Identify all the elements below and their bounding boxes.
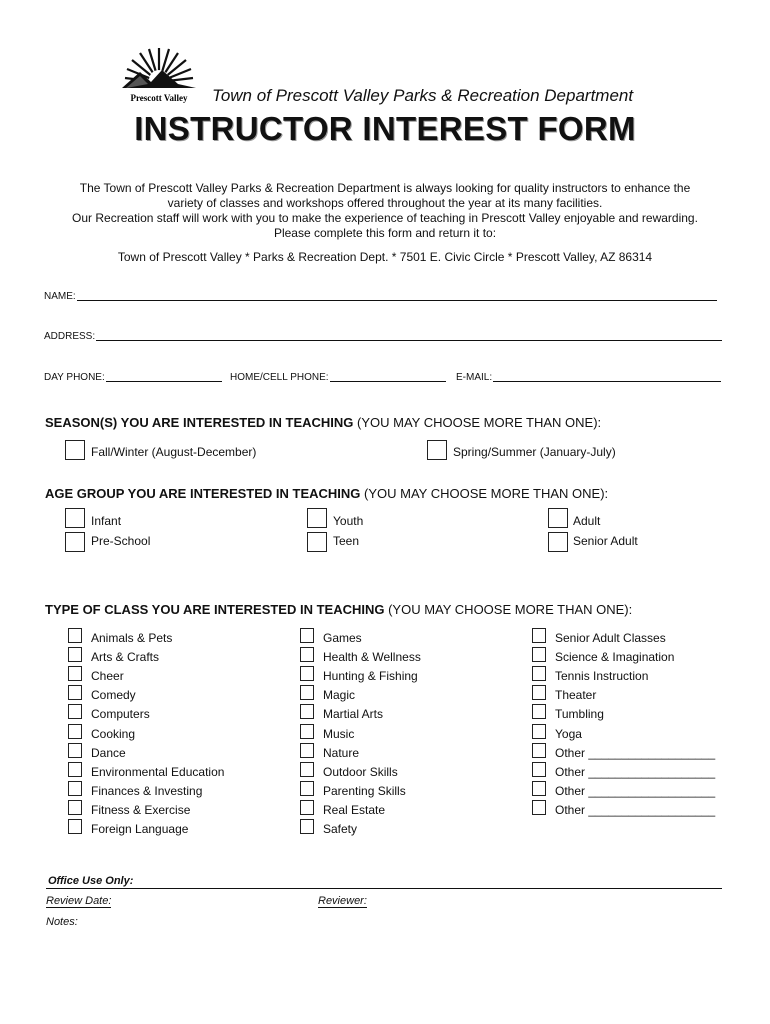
class-option-label: Other ___________________	[555, 765, 716, 779]
checkbox-senior-adult[interactable]	[548, 532, 568, 552]
class-checkbox[interactable]	[68, 628, 82, 643]
class-option-label: Tumbling	[555, 707, 604, 721]
email-label: E-MAIL:	[456, 372, 493, 383]
class-option-label: Hunting & Fishing	[323, 669, 418, 683]
age-group-heading-note: (YOU MAY CHOOSE MORE THAN ONE):	[360, 486, 609, 501]
department-title: Town of Prescott Valley Parks & Recreation Department	[212, 86, 634, 105]
review-date-label: Review Date:	[46, 895, 112, 907]
class-checkbox[interactable]	[68, 704, 82, 719]
class-checkbox[interactable]	[532, 685, 546, 700]
form-title: INSTRUCTOR INTEREST FORM	[134, 110, 636, 147]
class-option-label: Fitness & Exercise	[91, 803, 191, 817]
class-option-label: Arts & Crafts	[91, 650, 160, 664]
class-option-label: Magic	[323, 688, 356, 702]
class-option-label: Cheer	[91, 669, 124, 683]
day-phone-label: DAY PHONE:	[44, 372, 105, 383]
class-option-label: Finances & Investing	[91, 784, 203, 798]
class-option-label: Other ___________________	[555, 784, 716, 798]
option-senior-adult: Senior Adult	[573, 534, 638, 548]
option-pre-school: Pre-School	[91, 534, 151, 548]
notes-label: Notes:	[46, 916, 78, 928]
class-checkbox[interactable]	[532, 762, 546, 777]
class-option-label: Real Estate	[323, 803, 386, 817]
class-checkbox[interactable]	[532, 628, 546, 643]
class-checkbox[interactable]	[300, 685, 314, 700]
name-field[interactable]	[44, 290, 720, 302]
class-checkbox[interactable]	[300, 743, 314, 758]
seasons-heading	[45, 415, 601, 430]
checkbox-pre-school[interactable]	[65, 532, 85, 552]
checkbox-infant[interactable]	[65, 508, 85, 528]
class-checkbox[interactable]	[68, 819, 82, 834]
class-option-label: Environmental Education	[91, 765, 225, 779]
class-checkbox[interactable]	[532, 666, 546, 681]
seasons-heading-bold: SEASON(S) YOU ARE INTERESTED IN TEACHING	[45, 415, 354, 430]
logo-text: Prescott Valley	[130, 93, 188, 103]
address-label: ADDRESS:	[44, 331, 96, 342]
class-type-heading	[45, 602, 632, 617]
class-option-label: Cooking	[91, 727, 136, 741]
class-type-heading-bold: TYPE OF CLASS YOU ARE INTERESTED IN TEACHING	[45, 602, 385, 617]
office-use-heading: Office Use Only:	[48, 875, 134, 887]
class-option-label: Science & Imagination	[555, 650, 675, 664]
class-option-label: Senior Adult Classes	[555, 631, 666, 645]
class-option-label: Yoga	[555, 727, 582, 741]
class-checkbox[interactable]	[532, 743, 546, 758]
class-checkbox[interactable]	[300, 724, 314, 739]
class-checkbox[interactable]	[532, 781, 546, 796]
checkbox-spring-summer[interactable]	[427, 440, 447, 460]
class-checkbox[interactable]	[300, 647, 314, 662]
return-address: Town of Prescott Valley * Parks & Recreation Dept. * 7501 E. Civic Circle * Prescott Valley, AZ 86314	[117, 250, 653, 264]
sunburst-mountain-icon	[118, 46, 200, 106]
class-checkbox[interactable]	[532, 647, 546, 662]
class-checkbox[interactable]	[300, 628, 314, 643]
class-checkbox[interactable]	[68, 647, 82, 662]
class-type-heading-note: (YOU MAY CHOOSE MORE THAN ONE):	[384, 602, 633, 617]
class-checkbox[interactable]	[68, 781, 82, 796]
class-option-label: Tennis Instruction	[555, 669, 649, 683]
class-option-label: Safety	[323, 822, 358, 836]
intro-paragraph	[40, 181, 730, 241]
seasons-heading-note: (YOU MAY CHOOSE MORE THAN ONE):	[353, 415, 602, 430]
class-checkbox[interactable]	[532, 704, 546, 719]
name-line[interactable]	[77, 290, 717, 301]
day-phone-field[interactable]	[44, 371, 225, 383]
option-fall-winter: Fall/Winter (August-December)	[91, 445, 257, 459]
class-checkbox[interactable]	[68, 724, 82, 739]
class-option-label: Games	[323, 631, 362, 645]
option-infant: Infant	[91, 514, 122, 528]
class-option-label: Other ___________________	[555, 803, 716, 817]
class-option-label: Outdoor Skills	[323, 765, 398, 779]
day-phone-line[interactable]	[106, 371, 222, 382]
class-option-label: Martial Arts	[323, 707, 384, 721]
class-option-label: Dance	[91, 746, 126, 760]
checkbox-teen[interactable]	[307, 532, 327, 552]
class-checkbox[interactable]	[300, 800, 314, 815]
office-use-rule	[46, 888, 722, 889]
checkbox-fall-winter[interactable]	[65, 440, 85, 460]
class-checkbox[interactable]	[532, 800, 546, 815]
email-field[interactable]	[456, 371, 724, 383]
checkbox-youth[interactable]	[307, 508, 327, 528]
class-option-label: Other ___________________	[555, 746, 716, 760]
intro-line: The Town of Prescott Valley Parks & Recreation Department is always looking for quality instructors to enhance the	[79, 181, 691, 195]
intro-line: variety of classes and workshops offered throughout the year at its many facilities.	[167, 196, 603, 210]
class-option-label: Animals & Pets	[91, 631, 173, 645]
class-option-label: Foreign Language	[91, 822, 189, 836]
age-group-heading	[45, 486, 608, 501]
option-youth: Youth	[333, 514, 364, 528]
intro-line: Our Recreation staff will work with you to make the experience of teaching in Prescott Valley enjoyable and rewarding.	[72, 211, 698, 225]
class-option-label: Parenting Skills	[323, 784, 406, 798]
option-teen: Teen	[333, 534, 360, 548]
checkbox-adult[interactable]	[548, 508, 568, 528]
option-spring-summer: Spring/Summer (January-July)	[453, 445, 616, 459]
intro-line: Please complete this form and return it to:	[273, 226, 497, 240]
home-phone-field[interactable]	[230, 371, 449, 383]
home-phone-line[interactable]	[330, 371, 446, 382]
name-label: NAME:	[44, 291, 76, 302]
home-phone-label: HOME/CELL PHONE:	[230, 372, 329, 383]
reviewer-label: Reviewer:	[318, 895, 367, 907]
class-option-label: Comedy	[91, 688, 136, 702]
address-field[interactable]	[44, 330, 725, 342]
option-adult: Adult	[573, 514, 601, 528]
class-checkbox[interactable]	[68, 685, 82, 700]
class-option-label: Theater	[555, 688, 597, 702]
class-checkbox[interactable]	[300, 781, 314, 796]
town-logo	[118, 46, 200, 106]
email-line[interactable]	[493, 371, 721, 382]
class-checkbox[interactable]	[68, 743, 82, 758]
class-option-label: Nature	[323, 746, 360, 760]
class-checkbox[interactable]	[532, 724, 546, 739]
class-checkbox[interactable]	[68, 762, 82, 777]
class-checkbox[interactable]	[300, 704, 314, 719]
class-checkbox[interactable]	[300, 666, 314, 681]
class-checkbox[interactable]	[68, 666, 82, 681]
age-group-heading-bold: AGE GROUP YOU ARE INTERESTED IN TEACHING	[45, 486, 361, 501]
class-option-label: Music	[323, 727, 355, 741]
class-option-label: Computers	[91, 707, 150, 721]
class-checkbox[interactable]	[300, 819, 314, 834]
class-checkbox[interactable]	[68, 800, 82, 815]
class-option-label: Health & Wellness	[323, 650, 421, 664]
address-line[interactable]	[96, 330, 722, 341]
class-checkbox[interactable]	[300, 762, 314, 777]
